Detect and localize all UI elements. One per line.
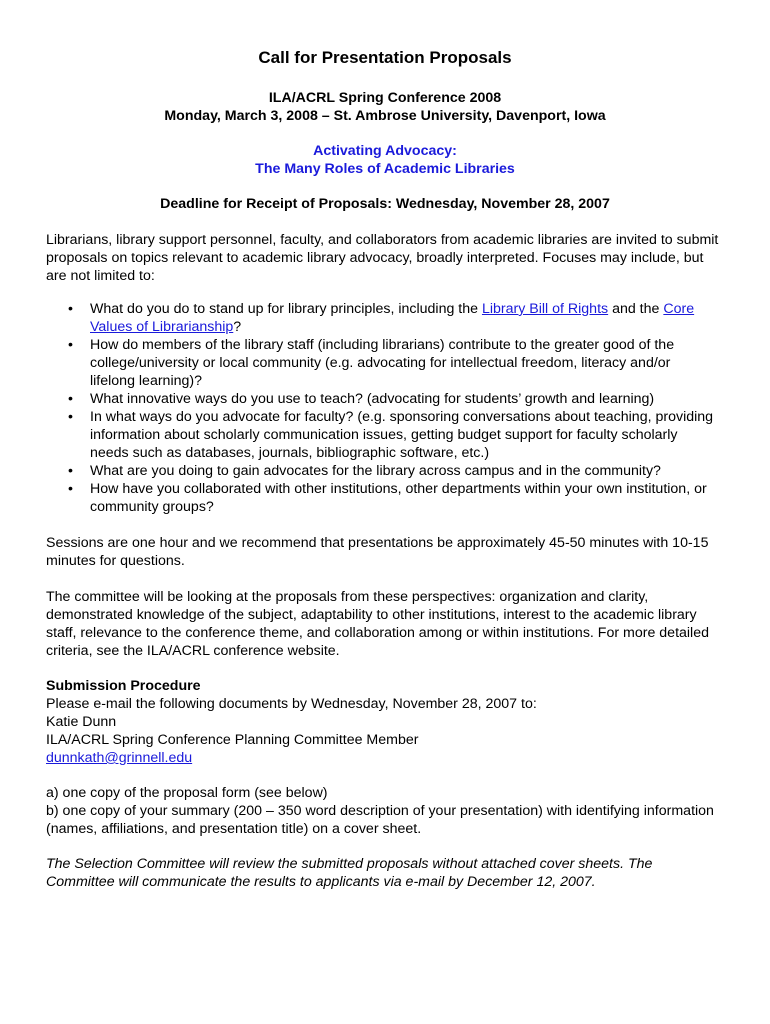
bullet-icon: • (68, 301, 73, 317)
core-values-link[interactable]: Core Values of Librarianship (90, 301, 695, 335)
conference-date-place: Monday, March 3, 2008 – St. Ambrose University, Davenport, Iowa (164, 108, 606, 124)
item-text: What do you do to stand up for library principles, including the (90, 301, 482, 317)
bullet-icon: • (68, 337, 73, 353)
committee-paragraph: The committee will be looking at the proposals from these perspectives: organization and clarity, demonstrated knowledge of the subject, adaptability to other institutions, interest to the academic library staff, relevance to the conference theme, and collaboration among or within institutions. For more detailed criteria, see the ILA/ACRL conference website. (46, 589, 709, 659)
list-item (68, 480, 724, 516)
closing-note: The Selection Committee will review the submitted proposals without attached cover sheets. The Committee will communicate the results to applicants via e-mail by December 12, 2007. (46, 856, 653, 890)
theme-line-2: The Many Roles of Academic Libraries (255, 161, 515, 177)
submission-instruction: Please e-mail the following documents by Wednesday, November 28, 2007 to: (46, 696, 537, 712)
item-text: ? (233, 319, 242, 335)
contact-role: ILA/ACRL Spring Conference Planning Committee Member (46, 732, 419, 748)
list-item (68, 390, 724, 408)
item-text: What are you doing to gain advocates for the library across campus and in the community? (90, 463, 661, 479)
conference-info (46, 89, 724, 125)
submission-procedure (46, 677, 724, 767)
submission-item-a: a) one copy of the proposal form (see below) (46, 785, 328, 801)
intro-paragraph: Librarians, library support personnel, faculty, and collaborators from academic libraries are invited to submit proposals on topics relevant to academic library advocacy, broadly interpreted. Focuses may include, but are not limited to: (46, 232, 719, 284)
item-text: How do members of the library staff (including librarians) contribute to the greater good of the college/university or local community (e.g. advocating for intellectual freedom, literacy and/or lifelong learning)? (90, 337, 675, 389)
contact-name: Katie Dunn (46, 714, 117, 730)
item-text: In what ways do you advocate for faculty? (e.g. sponsoring conversations about teaching, providing information about scholarly communication issues, getting budget support for faculty scholarly needs such as databases, journals, bibliographic software, etc.) (90, 409, 714, 461)
sessions-paragraph: Sessions are one hour and we recommend that presentations be approximately 45-50 minutes with 10-15 minutes for questions. (46, 535, 709, 569)
bullet-icon: • (68, 391, 73, 407)
bullet-icon: • (68, 409, 73, 425)
list-item (68, 336, 724, 390)
bullet-icon: • (68, 481, 73, 497)
contact-email-link[interactable]: dunnkath@grinnell.edu (46, 750, 193, 766)
page-title: Call for Presentation Proposals (258, 48, 512, 67)
conference-name: ILA/ACRL Spring Conference 2008 (268, 90, 502, 106)
submission-item-b: b) one copy of your summary (200 – 350 word description of your presentation) with identifying information (names, affiliations, and presentation title) on a cover sheet. (46, 803, 714, 837)
bullet-icon: • (68, 463, 73, 479)
item-text: What innovative ways do you use to teach? (advocating for students’ growth and learning) (90, 391, 655, 407)
deadline-heading: Deadline for Receipt of Proposals: Wednesday, November 28, 2007 (160, 196, 610, 212)
submission-items (46, 784, 724, 838)
item-text: How have you collaborated with other institutions, other departments within your own institution, or community groups? (90, 481, 707, 515)
theme-line-1: Activating Advocacy: (313, 143, 457, 159)
list-item (68, 408, 724, 462)
item-text: and the (608, 301, 664, 317)
list-item (68, 462, 724, 480)
conference-theme (46, 142, 724, 178)
submission-heading: Submission Procedure (46, 678, 201, 694)
focus-list (46, 300, 724, 516)
library-bill-of-rights-link[interactable]: Library Bill of Rights (481, 301, 609, 317)
list-item (68, 300, 724, 336)
